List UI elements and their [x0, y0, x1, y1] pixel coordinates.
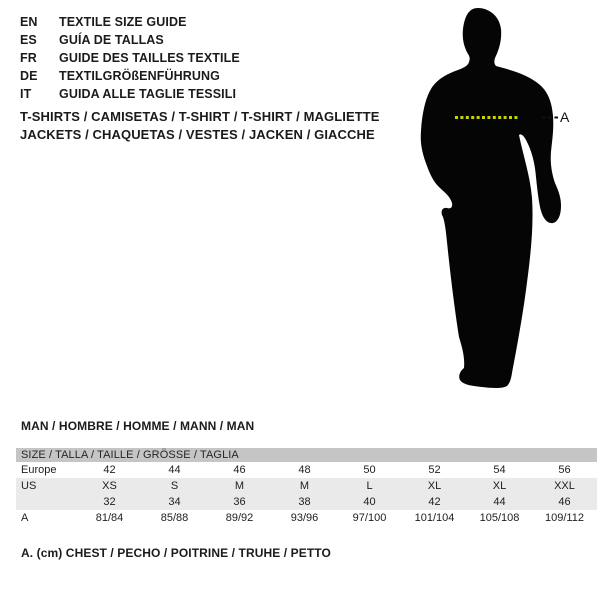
- table-cell: 101/104: [414, 512, 455, 524]
- man-silhouette-figure: [390, 0, 600, 410]
- table-cell: 97/100: [352, 512, 387, 524]
- table-cell: 93/96: [290, 512, 319, 524]
- table-cell: 105/108: [479, 512, 520, 524]
- language-code: EN: [20, 15, 38, 29]
- category-lines: [20, 108, 380, 144]
- size-table: [16, 448, 597, 526]
- table-cell: 44: [493, 496, 506, 508]
- measure-label-a: A: [560, 109, 570, 125]
- table-cell: 44: [168, 464, 181, 476]
- language-code: DE: [20, 69, 38, 83]
- table-cell: 34: [168, 496, 181, 508]
- table-row-chest-a: [16, 510, 597, 526]
- table-row-europe: [16, 462, 597, 478]
- language-row-fr: [20, 49, 240, 67]
- row-label: [16, 494, 77, 510]
- language-code: ES: [20, 33, 37, 47]
- category-line-tshirts: T-SHIRTS / CAMISETAS / T-SHIRT / T-SHIRT / MAGLIETTE: [20, 109, 380, 124]
- row-label: Europe: [21, 464, 57, 476]
- language-label: GUÍA DE TALLAS: [59, 33, 164, 47]
- table-cell: 54: [493, 464, 506, 476]
- table-cell: XXL: [554, 480, 575, 492]
- size-table-header: SIZE / TALLA / TAILLE / GRÖSSE / TAGLIA: [16, 448, 597, 462]
- language-guide-list: [20, 13, 240, 103]
- table-cell: 38: [298, 496, 311, 508]
- table-cell: 36: [233, 496, 246, 508]
- table-cell: 46: [558, 496, 571, 508]
- table-cell: 109/112: [545, 512, 584, 524]
- table-cell: 42: [103, 464, 116, 476]
- table-cell: S: [170, 480, 179, 492]
- section-title-man: MAN / HOMBRE / HOMME / MANN / MAN: [21, 419, 255, 433]
- table-cell: 48: [298, 464, 311, 476]
- row-label: A: [21, 512, 29, 524]
- language-row-de: [20, 67, 240, 85]
- table-cell: 81/84: [95, 512, 124, 524]
- language-label: GUIDE DES TAILLES TEXTILE: [59, 51, 240, 65]
- table-cell: M: [299, 480, 310, 492]
- table-cell: 46: [233, 464, 246, 476]
- table-cell: 50: [363, 464, 376, 476]
- language-code: FR: [20, 51, 37, 65]
- table-cell: XS: [102, 480, 117, 492]
- table-cell: 89/92: [225, 512, 254, 524]
- table-cell: 85/88: [160, 512, 189, 524]
- table-cell: XL: [492, 480, 507, 492]
- table-cell: 52: [428, 464, 441, 476]
- table-cell: XL: [427, 480, 442, 492]
- chest-footnote: A. (cm) CHEST / PECHO / POITRINE / TRUHE / PETTO: [21, 546, 331, 560]
- table-cell: 56: [558, 464, 571, 476]
- man-silhouette: [421, 8, 561, 388]
- table-cell: L: [366, 480, 373, 492]
- language-code: IT: [20, 87, 32, 101]
- language-label: TEXTILE SIZE GUIDE: [59, 15, 187, 29]
- table-cell: 32: [103, 496, 116, 508]
- man-silhouette-svg: [390, 0, 600, 410]
- table-cell: 40: [363, 496, 376, 508]
- language-label: GUIDA ALLE TAGLIE TESSILI: [59, 87, 237, 101]
- table-cell: M: [234, 480, 245, 492]
- category-line-jackets: JACKETS / CHAQUETAS / VESTES / JACKEN / GIACCHE: [20, 127, 375, 142]
- language-row-es: [20, 31, 240, 49]
- row-label: US: [21, 480, 37, 492]
- language-row-it: [20, 85, 240, 103]
- table-row-numeric: [16, 494, 597, 510]
- table-cell: 42: [428, 496, 441, 508]
- language-row-en: [20, 13, 240, 31]
- table-row-us: [16, 478, 597, 494]
- language-label: TEXTILGRÖßENFÜHRUNG: [59, 69, 220, 83]
